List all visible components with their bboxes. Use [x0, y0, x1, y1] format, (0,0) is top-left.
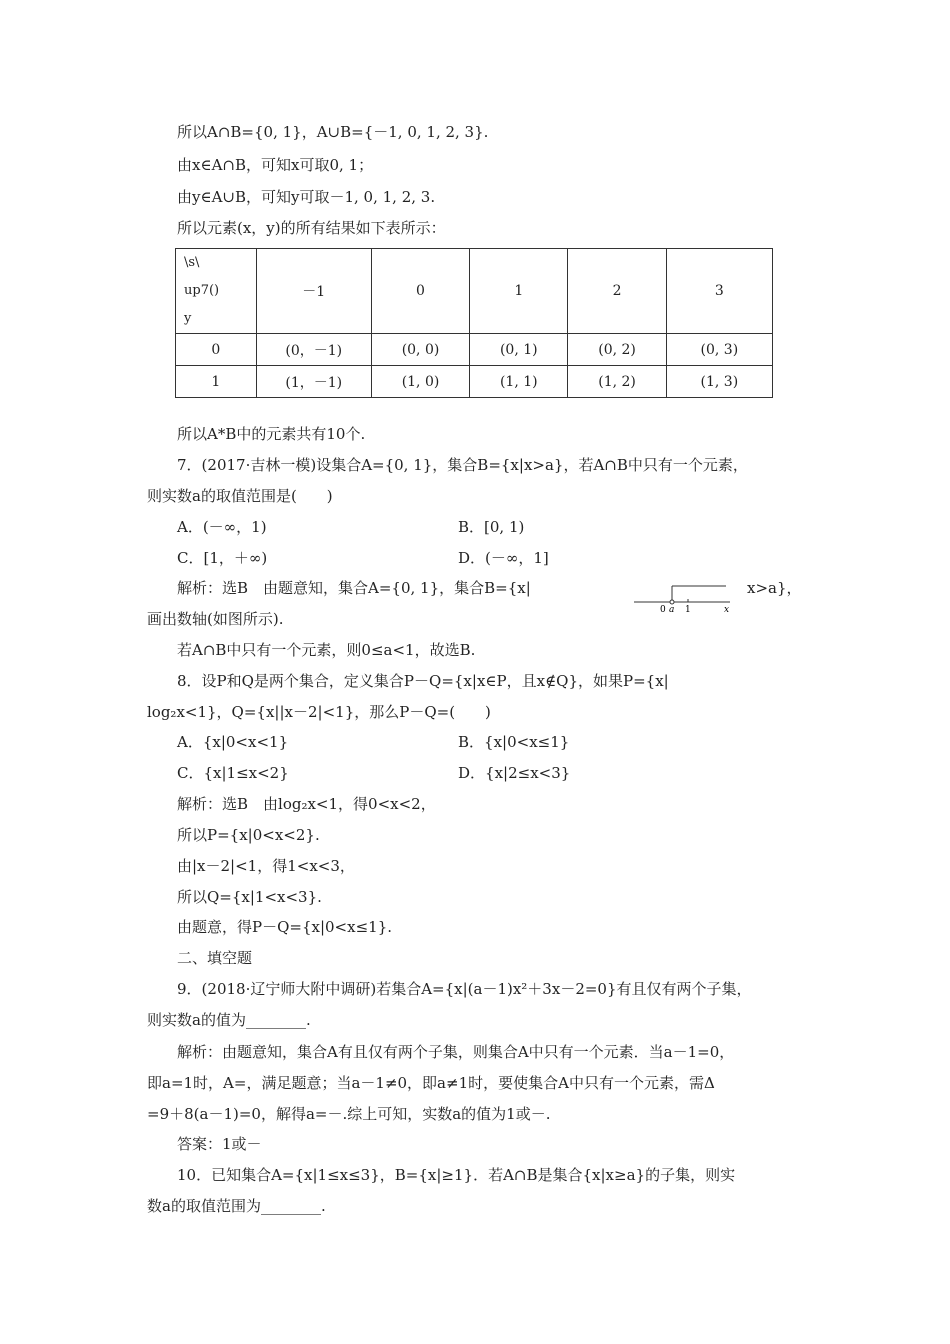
- number-line-label: 1: [685, 605, 691, 614]
- open-point: [670, 600, 674, 604]
- solution-line: 画出数轴(如图所示).: [147, 610, 284, 628]
- solution-line: x>a}，: [747, 579, 802, 597]
- solution-line: 所以Q={x|1<x<3}.: [177, 888, 322, 906]
- option-c: C．[1，＋∞): [177, 549, 268, 567]
- option-d: D．(－∞，1]: [458, 549, 549, 567]
- solution-line: 解析：选B 由题意知，集合A={0, 1}，集合B={x|: [177, 579, 531, 597]
- solution-line: 由|x－2|<1，得1<x<3，: [177, 857, 355, 875]
- table-cell: (1, 3): [666, 366, 772, 398]
- table-row-label: 1: [176, 366, 257, 398]
- text-line: 所以元素(x，y)的所有结果如下表所示：: [177, 219, 446, 237]
- option-a: A．(－∞，1): [177, 518, 267, 536]
- table-cell: (0, 3): [666, 334, 772, 366]
- solution-line: 即a=1时，A=，满足题意；当a－1≠0，即a≠1时，要使集合A中只有一个元素，需Δ: [147, 1074, 715, 1092]
- number-line-label: 0: [660, 605, 666, 614]
- option-b: B．[0, 1): [458, 518, 525, 536]
- corner-text: up7(): [184, 283, 220, 298]
- table-header-cell: －1: [256, 249, 371, 334]
- table-cell: (1, 0): [371, 366, 469, 398]
- table-cell: (0, 2): [568, 334, 666, 366]
- result-table: [175, 248, 773, 398]
- option-d: D．{x|2≤x<3}: [458, 764, 571, 782]
- table-row: [176, 334, 773, 366]
- question-8-stem: 8．设P和Q是两个集合，定义集合P－Q={x|x∈P，且x∉Q}，如果P={x|: [177, 672, 669, 690]
- table-cell: (0，－1): [256, 334, 371, 366]
- table-cell: (0, 1): [470, 334, 568, 366]
- table-header-cell: 0: [371, 249, 469, 334]
- table-cell: (1，－1): [256, 366, 371, 398]
- corner-text: y: [184, 311, 192, 326]
- question-7-stem: 7．(2017·吉林一模)设集合A={0, 1}，集合B={x|x>a}，若A∩B中只有一个元素，: [177, 456, 748, 474]
- solution-line: 由题意，得P－Q={x|0<x≤1}.: [177, 918, 393, 936]
- table-cell: (1, 2): [568, 366, 666, 398]
- solution-line: 解析：选B 由log₂x<1，得0<x<2，: [177, 795, 436, 813]
- corner-text: \s\: [184, 255, 200, 270]
- question-8-stem: log₂x<1}，Q={x||x－2|<1}，那么P－Q=( ): [147, 703, 491, 721]
- number-line-label: a: [669, 605, 675, 614]
- number-line-figure: [630, 578, 740, 614]
- question-9-stem: 则实数a的值为________.: [147, 1011, 311, 1029]
- text-line: 由x∈A∩B，可知x可取0, 1；: [177, 156, 374, 174]
- solution-line: 解析：由题意知，集合A有且仅有两个子集，则集合A中只有一个元素．当a－1=0，: [177, 1043, 735, 1061]
- text-line: 所以A∩B={0, 1}，A∪B={－1, 0, 1, 2, 3}.: [177, 123, 489, 141]
- option-c: C．{x|1≤x<2}: [177, 764, 289, 782]
- option-b: B．{x|0<x≤1}: [458, 733, 570, 751]
- number-line-label: x: [724, 605, 730, 614]
- table-row-label: 0: [176, 334, 257, 366]
- solution-line: 若A∩B中只有一个元素，则0≤a<1，故选B.: [177, 641, 476, 659]
- table-header-row: [176, 249, 773, 334]
- table-header-cell: 2: [568, 249, 666, 334]
- table-cell: (1, 1): [470, 366, 568, 398]
- text-line: 由y∈A∪B，可知y可取－1, 0, 1, 2, 3.: [177, 188, 436, 206]
- question-7-stem: 则实数a的取值范围是( ): [147, 487, 333, 505]
- table-cell: (0, 0): [371, 334, 469, 366]
- solution-line: =9＋8(a－1)=0，解得a=－.综上可知，实数a的值为1或－.: [147, 1105, 551, 1123]
- section-heading: 二、填空题: [177, 949, 253, 967]
- question-10-stem: 数a的取值范围为________.: [147, 1197, 326, 1215]
- table-header-cell: 1: [470, 249, 568, 334]
- answer-line: 答案：1或－: [177, 1135, 262, 1153]
- table-header-cell: 3: [666, 249, 772, 334]
- solution-line: 所以P={x|0<x<2}.: [177, 826, 320, 844]
- text-line: 所以A*B中的元素共有10个.: [177, 425, 366, 443]
- table-corner-cell: [176, 249, 257, 334]
- table-row: [176, 366, 773, 398]
- question-9-stem: 9．(2018·辽宁师大附中调研)若集合A={x|(a－1)x²＋3x－2=0}有且仅有两个子集，: [177, 980, 752, 998]
- question-10-stem: 10．已知集合A={x|1≤x≤3}，B={x|≥1}．若A∩B是集合{x|x≥a}的子集，则实: [177, 1166, 736, 1184]
- option-a: A．{x|0<x<1}: [177, 733, 289, 751]
